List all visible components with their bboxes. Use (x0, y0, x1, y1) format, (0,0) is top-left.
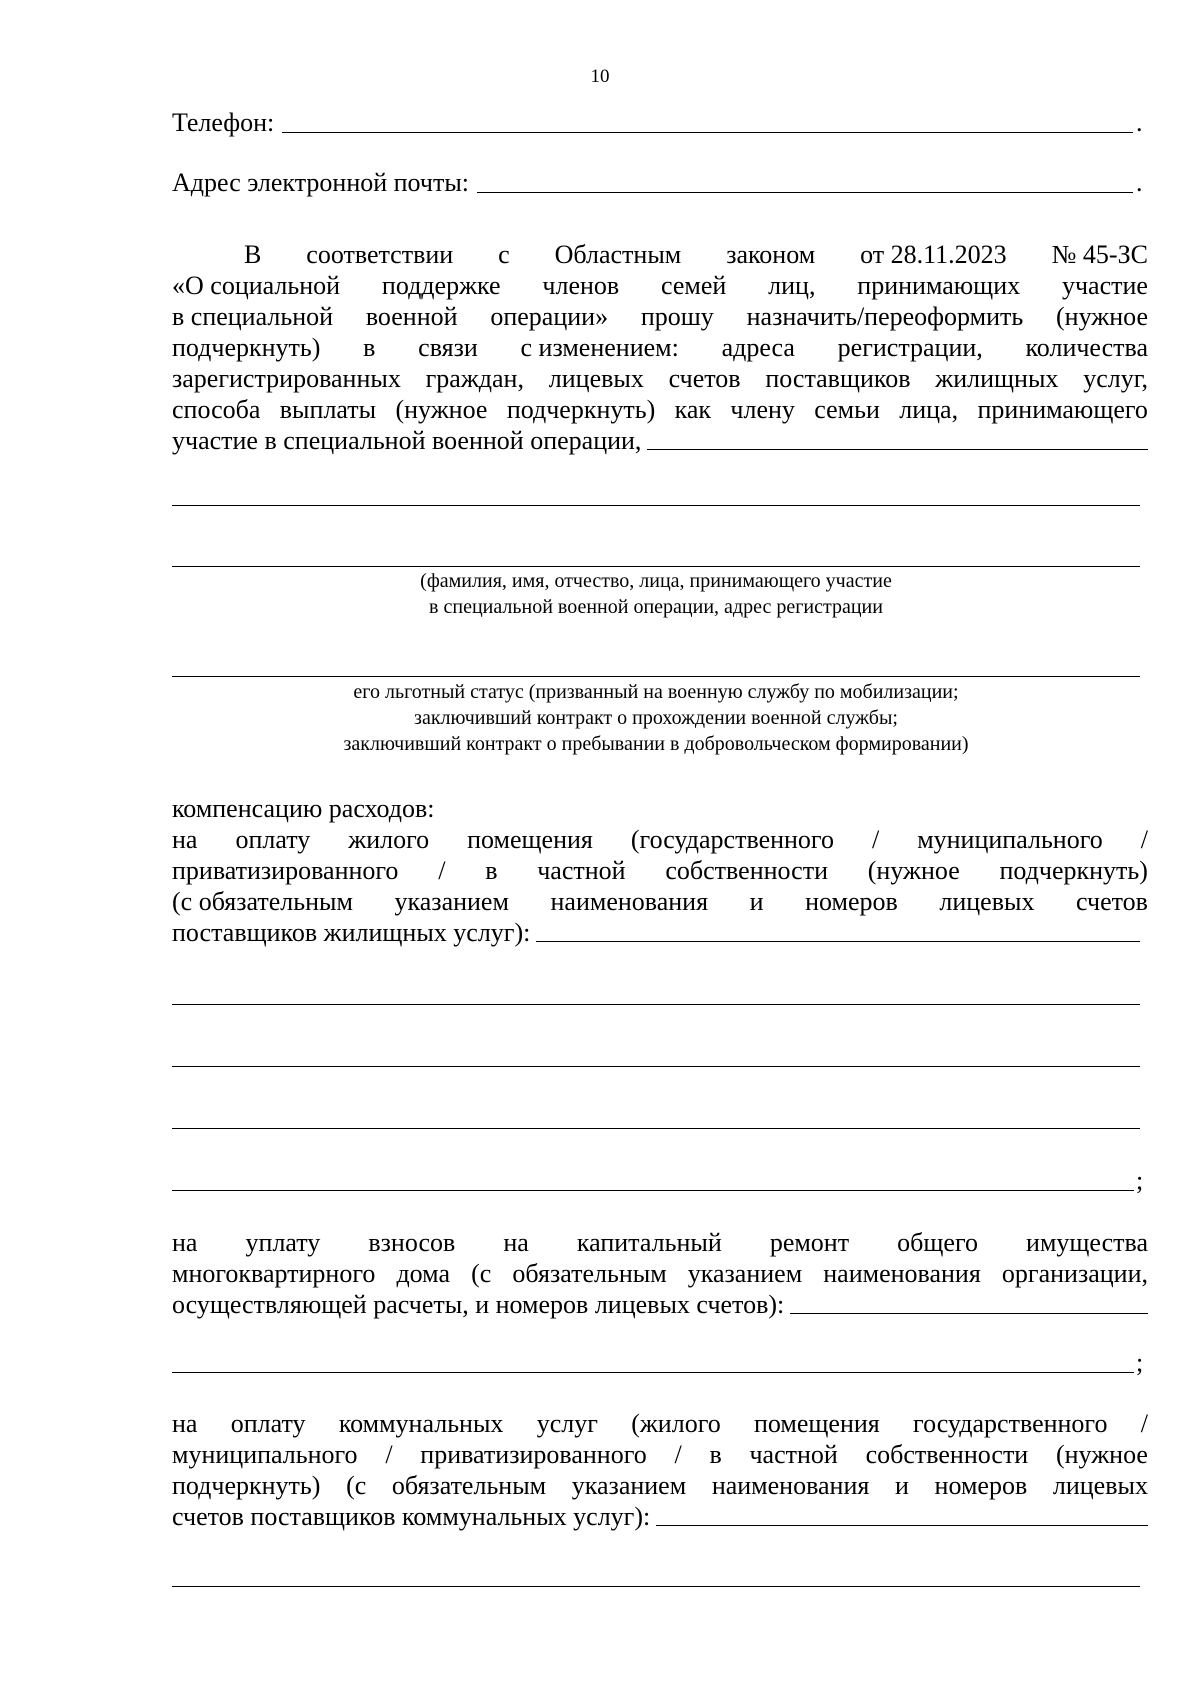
inline-fill-line[interactable] (536, 917, 1140, 942)
word: жилого (348, 825, 430, 854)
line-text: осуществляющей расчеты, и номеров лицевых счетов): (172, 1290, 785, 1319)
word: указанием (571, 1471, 687, 1500)
word: связи (418, 333, 478, 362)
word: семьи (814, 395, 880, 424)
word: номеров (805, 887, 898, 916)
word: имущества (1026, 1228, 1148, 1257)
word: частной (749, 1440, 838, 1469)
line-text: участие в специальной военной операции, (172, 426, 642, 455)
word: организации, (1001, 1259, 1148, 1288)
word: коммунальных (338, 1409, 504, 1438)
page-number: 10 (590, 66, 610, 87)
word: как (674, 395, 712, 424)
email-end: . (1136, 168, 1143, 197)
line-text: поставщиков жилищных услуг): (172, 918, 531, 947)
word: многоквартирного (172, 1259, 376, 1288)
word: наименования (550, 887, 709, 916)
caption-person (172, 568, 1140, 620)
word: наименования (711, 1471, 870, 1500)
word: капитальный (576, 1228, 722, 1257)
word: № 45-ЗС (1051, 240, 1148, 269)
caption-line: в специальной военной операции, адрес регистрации (429, 596, 883, 618)
text-line (172, 1470, 1148, 1501)
word: с изменением: (520, 333, 679, 362)
fill-line[interactable] (172, 1004, 1140, 1005)
word: обязательным (512, 1259, 667, 1288)
word: и (749, 887, 764, 916)
word: принимающих (857, 271, 1021, 300)
word: адреса (721, 333, 795, 362)
word: / (438, 856, 446, 885)
word: граждан, (425, 364, 524, 393)
word: (нужное (1056, 302, 1148, 331)
word: операции» (490, 302, 609, 331)
word: от 28.11.2023 (860, 240, 1007, 269)
word: лиц, (768, 271, 816, 300)
word: взносов (368, 1228, 456, 1257)
word: на (172, 1409, 198, 1438)
fill-line[interactable] (172, 1066, 1140, 1067)
word: регистрации, (837, 333, 983, 362)
word: Областным (554, 240, 682, 269)
housing-end: ; (1136, 1166, 1144, 1195)
email-label: Адрес электронной почты: (172, 168, 470, 197)
word: (с (471, 1259, 492, 1288)
fill-line[interactable] (172, 566, 1140, 567)
utilities-paragraph (172, 1408, 1148, 1532)
word: (с (346, 1471, 367, 1500)
text-line (172, 394, 1148, 425)
word: (нужное (867, 856, 960, 885)
text-line (172, 917, 1148, 948)
phone-field (172, 104, 1148, 138)
fill-line[interactable] (172, 505, 1140, 506)
word: / (674, 1440, 682, 1469)
word: оплату (230, 1409, 306, 1438)
text-line (172, 363, 1148, 394)
word: поставщиков (765, 364, 911, 393)
word: государственного (913, 1409, 1108, 1438)
text-line (172, 1501, 1148, 1532)
word: указанием (394, 887, 509, 916)
word: зарегистрированных (172, 364, 401, 393)
word: лицевых (1052, 1471, 1148, 1500)
housing-paragraph (172, 824, 1148, 948)
word: дома (396, 1259, 451, 1288)
text-line (172, 1439, 1148, 1470)
word: муниципального (172, 1440, 358, 1469)
phone-input-line[interactable] (282, 106, 1133, 133)
word: семей (661, 271, 727, 300)
text-line (172, 239, 1148, 270)
email-field (172, 164, 1148, 198)
word: в специальной (172, 302, 334, 331)
text-line (172, 1408, 1148, 1439)
word: помещения (754, 1409, 880, 1438)
word: счетов (1076, 887, 1148, 916)
word: частной (537, 856, 626, 885)
phone-end: . (1136, 108, 1143, 137)
caption-line: его льготный статус (призванный на военную службу по мобилизации; (353, 681, 959, 703)
fill-line[interactable] (172, 676, 1140, 677)
capital-repair-end: ; (1136, 1348, 1144, 1377)
word: / (871, 825, 880, 854)
word: поддержке (381, 271, 501, 300)
word: законом (726, 240, 816, 269)
line-text: счетов поставщиков коммунальных услуг): (172, 1502, 651, 1531)
word: с (498, 240, 510, 269)
word: участие (1061, 271, 1148, 300)
word: приватизированного (420, 1440, 647, 1469)
fill-line[interactable] (172, 1190, 1134, 1191)
word: члену (730, 395, 795, 424)
word: лицевых (939, 887, 1035, 916)
word: (нужное (395, 395, 488, 424)
word: принимающего (977, 395, 1148, 424)
word: номеров (934, 1471, 1028, 1500)
capital-repair-paragraph (172, 1227, 1148, 1320)
word: указанием (687, 1259, 803, 1288)
word: / (1140, 825, 1148, 854)
caption-line: заключивший контракт о пребывании в добровольческом формировании) (343, 733, 969, 755)
word: счетов (668, 364, 741, 393)
word: (государственного (630, 825, 834, 854)
caption-status (172, 679, 1140, 757)
text-line (172, 301, 1148, 332)
word: оплату (235, 825, 311, 854)
heading-text: компенсацию расходов: (172, 794, 435, 823)
word: в (485, 856, 498, 885)
word: способа (172, 395, 261, 424)
email-input-line[interactable] (477, 166, 1133, 193)
inline-fill-line[interactable] (790, 1289, 1148, 1314)
word: услуг (536, 1409, 598, 1438)
word: в (709, 1440, 722, 1469)
text-line (172, 886, 1148, 917)
word: / (385, 1440, 393, 1469)
word: собственности (865, 1440, 1029, 1469)
word: подчеркнуть) (172, 1471, 321, 1500)
word: наименования (823, 1259, 981, 1288)
word: соответствии (306, 240, 454, 269)
word: обязательным (391, 1471, 547, 1500)
compensation-heading (172, 793, 1148, 824)
text-line (172, 1289, 1148, 1320)
word: В (244, 240, 262, 269)
text-line (172, 1227, 1148, 1258)
word: подчеркнуть) (506, 395, 656, 424)
phone-label: Телефон: (172, 108, 275, 137)
text-line (172, 1258, 1148, 1289)
inline-fill-line[interactable] (647, 425, 1148, 450)
word: муниципального (917, 825, 1103, 854)
word: лица, (899, 395, 959, 424)
word: услуг, (1083, 364, 1148, 393)
intro-paragraph (172, 239, 1148, 456)
word: / (1140, 1409, 1148, 1438)
word: жилищных (935, 364, 1059, 393)
text-line (172, 332, 1148, 363)
fill-line[interactable] (172, 1586, 1140, 1587)
word: (жилого (631, 1409, 721, 1438)
caption-line: (фамилия, имя, отчество, лица, принимающего участие (420, 570, 892, 592)
word: приватизированного (172, 856, 399, 885)
word: количества (1025, 333, 1148, 362)
text-line (172, 824, 1148, 855)
word: лицевых (548, 364, 644, 393)
word: и (894, 1471, 909, 1500)
word: (с обязательным (172, 887, 353, 916)
caption-line: заключивший контракт о прохождении военной службы; (414, 707, 898, 729)
word: прошу (640, 302, 714, 331)
fill-line[interactable] (172, 1128, 1140, 1129)
text-line (172, 855, 1148, 886)
word: ремонт (769, 1228, 850, 1257)
text-line (172, 425, 1148, 456)
word: уплату (245, 1228, 321, 1257)
fill-line[interactable] (172, 1372, 1134, 1373)
word: на (172, 1228, 198, 1257)
word: назначить/переоформить (746, 302, 1024, 331)
text-line (172, 270, 1148, 301)
word: подчеркнуть) (999, 856, 1148, 885)
word: членов (542, 271, 620, 300)
word: на (503, 1228, 529, 1257)
word: на (172, 825, 198, 854)
word: помещения (467, 825, 593, 854)
word: собственности (665, 856, 828, 885)
word: «О социальной (172, 271, 341, 300)
word: в (363, 333, 376, 362)
word: (нужное (1055, 1440, 1148, 1469)
word: подчеркнуть) (172, 333, 321, 362)
word: общего (897, 1228, 978, 1257)
word: военной (365, 302, 458, 331)
inline-fill-line[interactable] (656, 1501, 1148, 1526)
word: выплаты (279, 395, 377, 424)
